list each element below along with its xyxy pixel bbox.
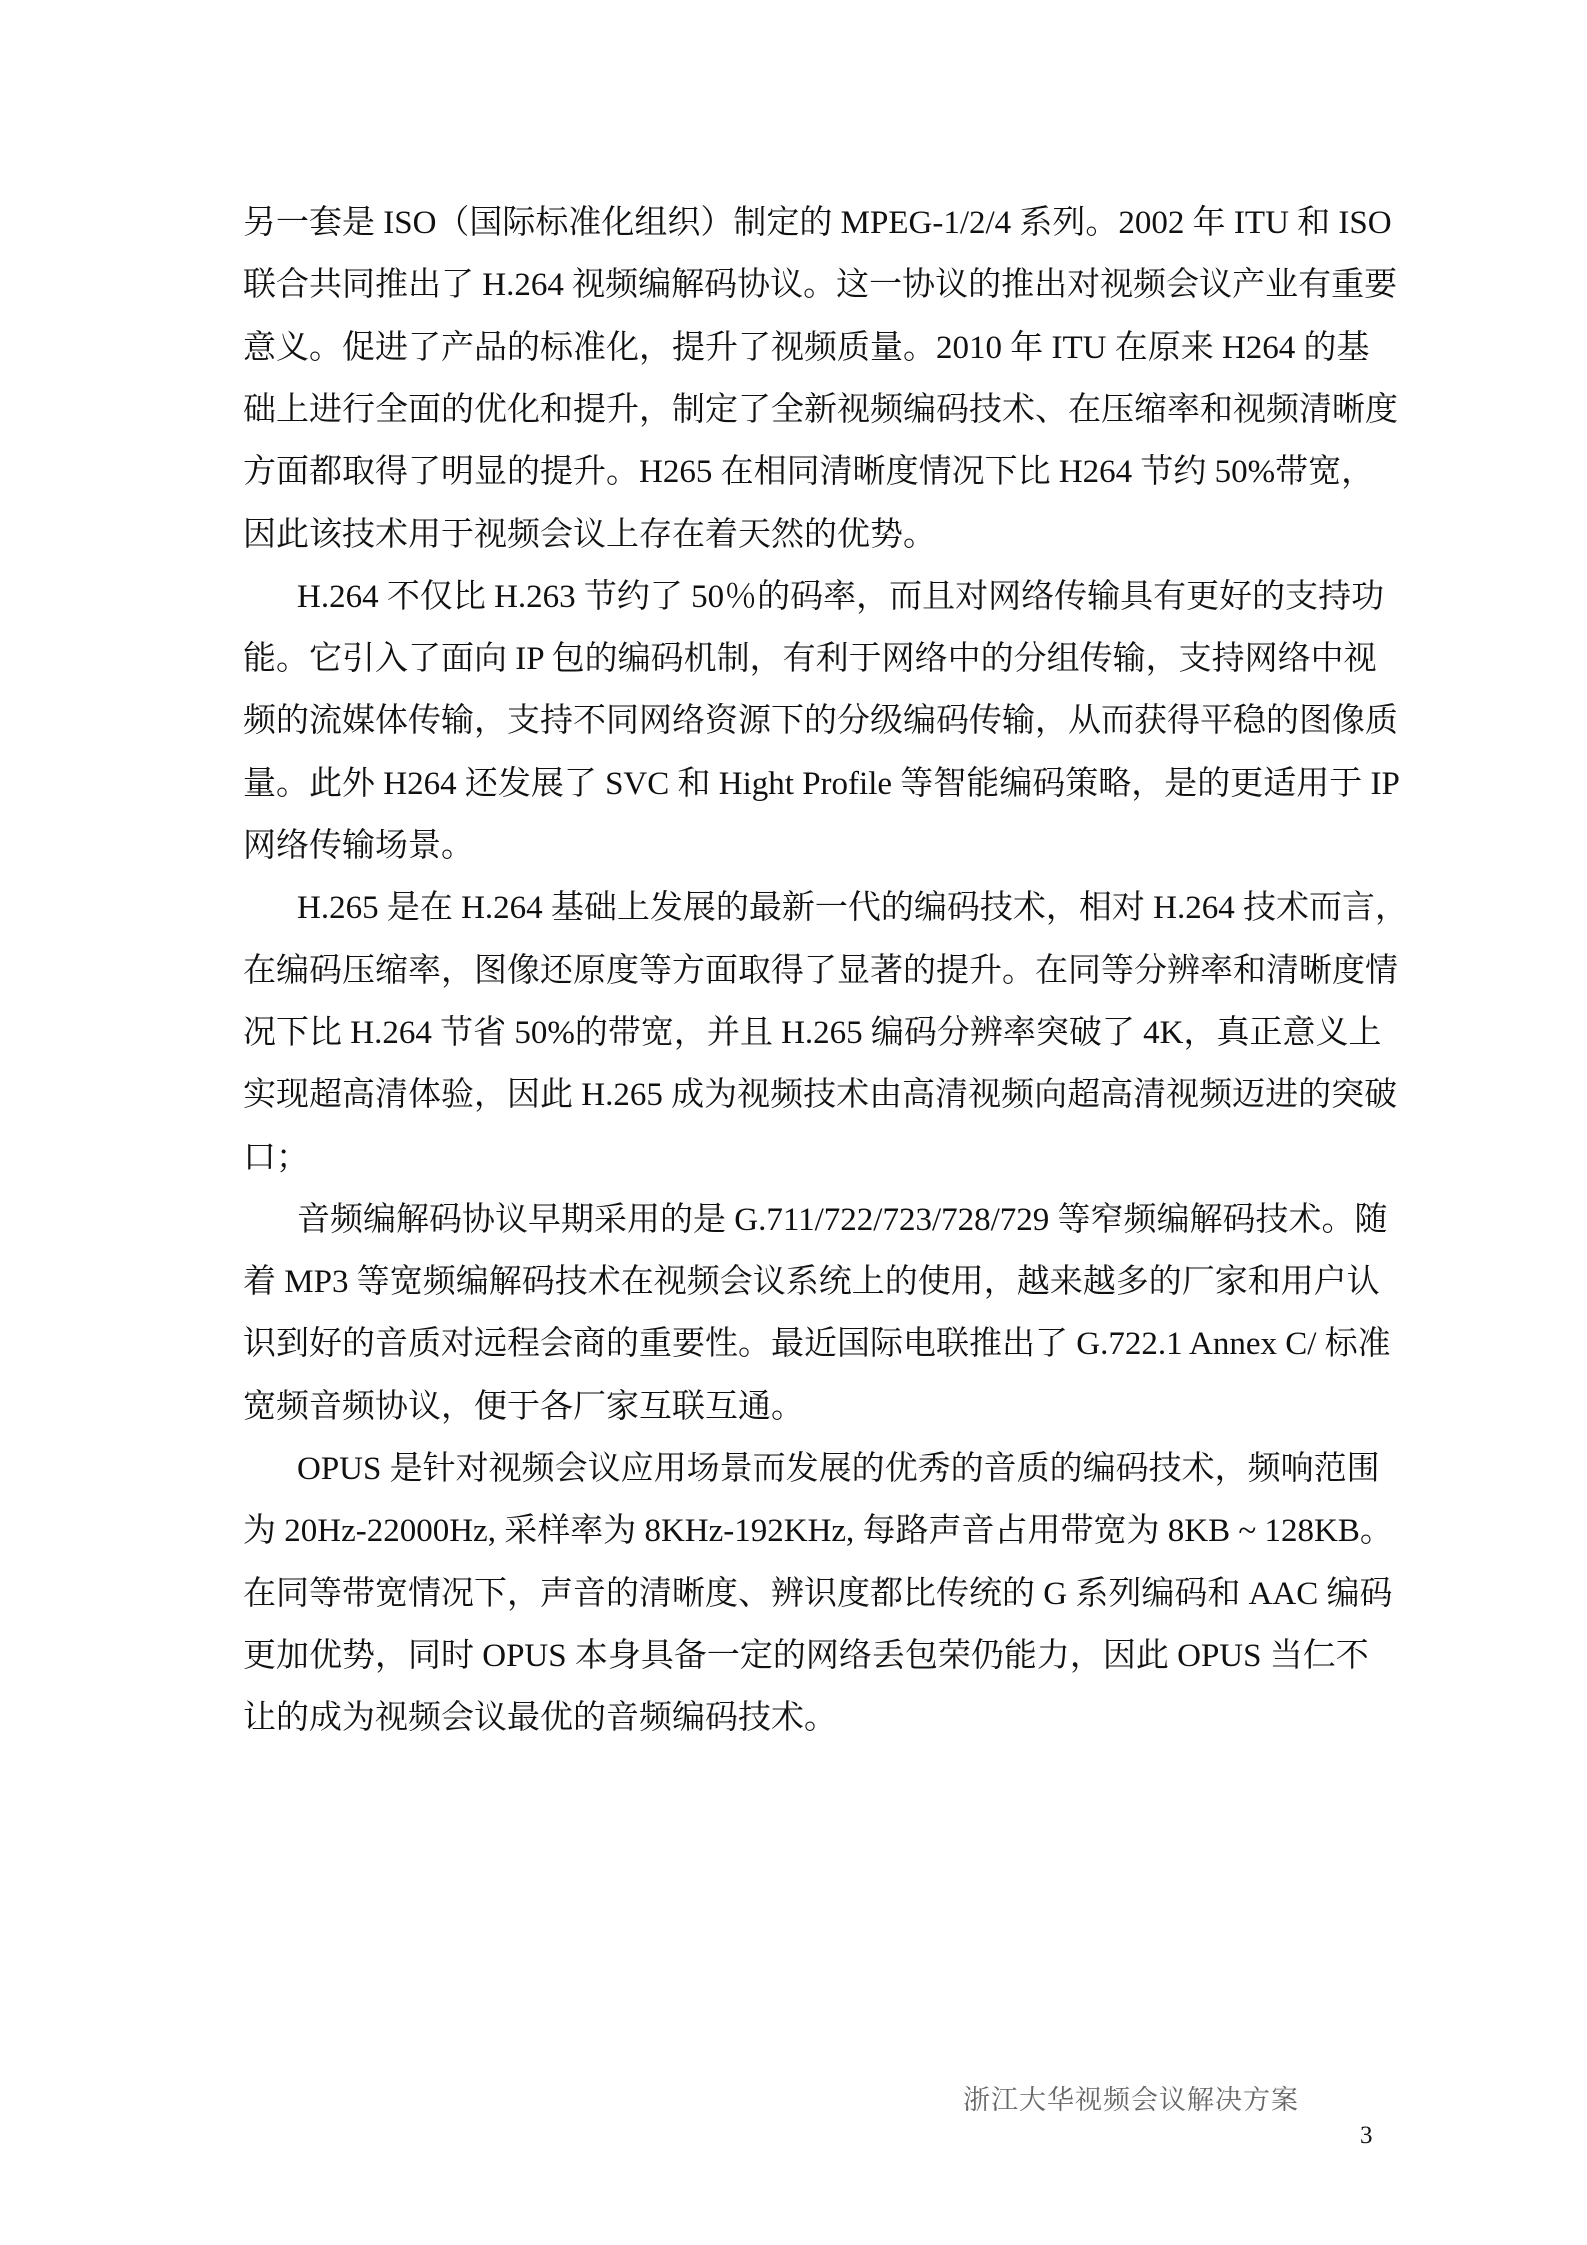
page-number: 3	[1360, 2122, 1373, 2149]
paragraph-5-line: 在同等带宽情况下，声音的清晰度、辨识度都比传统的 G 系列编码和 AAC 编码	[243, 1575, 1393, 1612]
paragraph-1-line: 另一套是 ISO（国际标准化组织）制定的 MPEG-1/2/4 系列。2002 年 ITU 和 ISO	[243, 205, 1392, 241]
paragraph-3-line: 况下比 H.264 节省 50%的带宽，并且 H.265 编码分辨率突破了 4K，真正意义上	[243, 1014, 1382, 1051]
paragraph-3-line: 在编码压缩率，图像还原度等方面取得了显著的提升。在同等分辨率和清晰度情	[243, 952, 1398, 989]
paragraph-3-line: 口；	[243, 1139, 309, 1176]
paragraph-2-line: 能。它引入了面向 IP 包的编码机制，有利于网络中的分组传输，支持网络中视	[243, 641, 1377, 678]
paragraph-4-line: 着 MP3 等宽频编解码技术在视频会议系统上的使用，越来越多的厂家和用户认	[243, 1264, 1380, 1301]
paragraph-1-line: 因此该技术用于视频会议上存在着天然的优势。	[243, 516, 936, 553]
paragraph-3-line: 实现超高清体验，因此 H.265 成为视频技术由高清视频向超高清视频迈进的突破	[243, 1077, 1398, 1114]
paragraph-2-line: 量。此外 H264 还发展了 SVC 和 Hight Profile 等智能编码策略，是的更适用于 IP	[243, 765, 1400, 802]
footer-title: 浙江大华视频会议解决方案	[963, 2085, 1299, 2115]
paragraph-5-line: 让的成为视频会议最优的音频编码技术。	[243, 1700, 837, 1737]
paragraph-1-line: 联合共同推出了 H.264 视频编解码协议。这一协议的推出对视频会议产业有重要	[243, 267, 1398, 304]
paragraph-1-line: 方面都取得了明显的提升。H265 在相同清晰度情况下比 H264 节约 50%带宽，	[243, 454, 1375, 491]
paragraph-2-line: H.264 不仅比 H.263 节约了 50％的码率，而且对网络传输具有更好的支持功	[297, 578, 1385, 615]
paragraph-4-line: 音频编解码协议早期采用的是 G.711/722/723/728/729 等窄频编解码技术。随	[297, 1201, 1388, 1238]
paragraph-4-line: 识到好的音质对远程会商的重要性。最近国际电联推出了 G.722.1 Annex C/ 标准	[243, 1326, 1391, 1363]
paragraph-5-line: 更加优势，同时 OPUS 本身具备一定的网络丢包荣仍能力，因此 OPUS 当仁不	[243, 1637, 1369, 1674]
paragraph-1-line: 意义。促进了产品的标准化，提升了视频质量。2010 年 ITU 在原来 H264 的基	[243, 329, 1370, 366]
paragraph-2-line: 频的流媒体传输，支持不同网络资源下的分级编码传输，从而获得平稳的图像质	[243, 703, 1398, 740]
paragraph-4-line: 宽频音频协议，便于各厂家互联互通。	[243, 1388, 804, 1425]
paragraph-5-line: 为 20Hz-22000Hz, 采样率为 8KHz-192KHz, 每路声音占用带宽为 8KB ~ 128KB。	[243, 1513, 1393, 1550]
paragraph-3-line: H.265 是在 H.264 基础上发展的最新一代的编码技术，相对 H.264 技术而言，	[297, 890, 1408, 927]
paragraph-5-line: OPUS 是针对视频会议应用场景而发展的优秀的音质的编码技术，频响范围	[297, 1451, 1380, 1487]
paragraph-2-line: 网络传输场景。	[243, 828, 474, 864]
paragraph-1-line: 础上进行全面的优化和提升，制定了全新视频编码技术、在压缩率和视频清晰度	[243, 391, 1398, 428]
